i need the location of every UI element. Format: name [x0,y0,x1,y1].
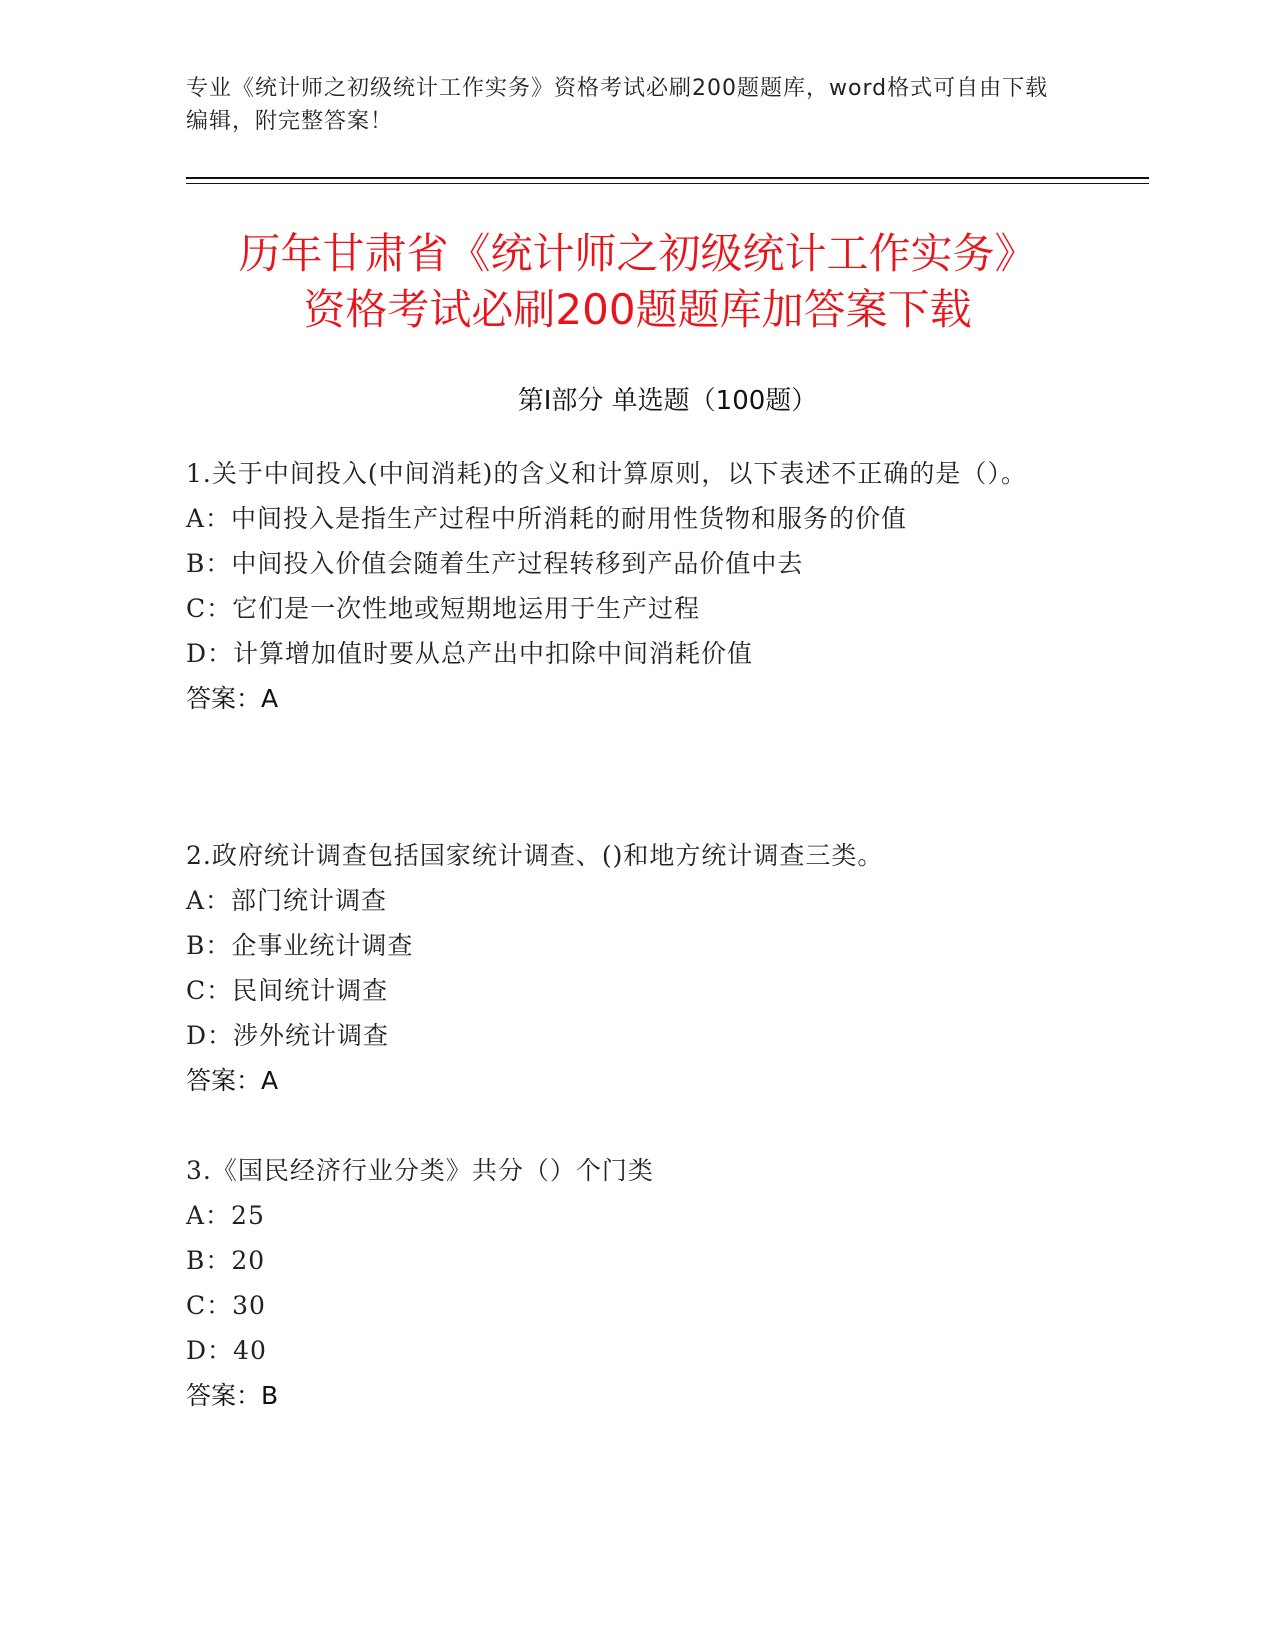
option-b: B：20 [186,1246,266,1275]
title-line-1: 历年甘肃省《统计师之初级统计工作实务》 [238,229,1037,278]
question-stem: 2.政府统计调查包括国家统计调查、()和地方统计调查三类。 [186,841,884,870]
header-note: 专业《统计师之初级统计工作实务》资格考试必刷200题题库，word格式可自由下载编辑，附完整答案！ [186,76,1049,134]
title-line-2: 资格考试必刷200题题库加答案下载 [303,285,972,334]
option-b: B：中间投入价值会随着生产过程转移到产品价值中去 [186,549,804,578]
option-d: D：涉外统计调查 [186,1021,390,1050]
section-title: 第Ⅰ部分 单选题（100题） [517,386,818,416]
question-2 [186,834,1086,1103]
option-c: C：30 [186,1291,266,1320]
answer-label: 答案：A [186,684,279,713]
option-c: C：民间统计调查 [186,976,389,1005]
question-1 [186,452,1086,721]
question-stem: 3.《国民经济行业分类》共分（）个门类 [186,1156,654,1185]
answer-label: 答案：B [186,1381,279,1410]
option-d: D：计算增加值时要从总产出中扣除中间消耗价值 [186,639,754,668]
option-a: A：25 [186,1201,265,1230]
option-b: B：企事业统计调查 [186,931,414,960]
answer-label: 答案：A [186,1066,279,1095]
option-d: D：40 [186,1336,267,1365]
header-rule-thick [186,177,1149,179]
option-a: A：中间投入是指生产过程中所消耗的耐用性货物和服务的价值 [186,504,908,533]
option-c: C：它们是一次性地或短期地运用于生产过程 [186,594,701,623]
header-rule-thin [186,183,1149,184]
question-stem: 1.关于中间投入(中间消耗)的含义和计算原则，以下表述不正确的是（）。 [186,459,1027,488]
document-title [150,226,1125,338]
question-3 [186,1149,1086,1418]
option-a: A：部门统计调查 [186,886,388,915]
